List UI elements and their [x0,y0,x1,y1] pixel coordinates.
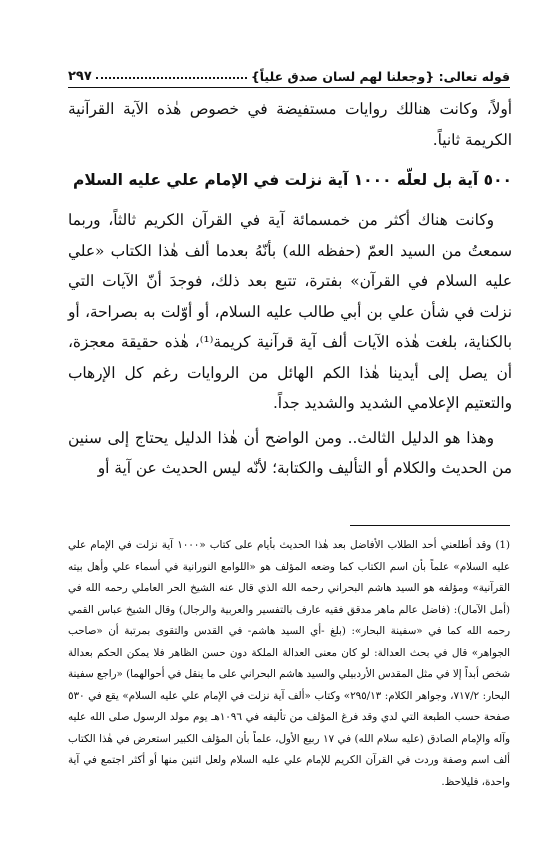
section-heading: ٥٠٠ آية بل لعلّه ١٠٠٠ آية نزلت في الإمام علي عليه السلام [72,171,512,189]
paragraph-2: وكانت هناك أكثر من خمسمائة آية في القرآن الكريم ثالثاً، وربما سمعتُ من السيد العمّ (حفظه الله) بأنّهُ بعدما ألف هٰذا الكتاب «علي عليه السلام في القرآن» بفترة، تتبع بعد ذلك، فوجدَ أنّ الآيات التي نزلت في شأن علي بن أبي طالب عليه السلام، أو أوّلت به بصراحة، أو بالكناية، بلغت هٰذه الآيات ألف آية قرآنية كريمة⁽¹⁾، هٰذه حقيقة معجزة، أن يصل إلى أيدينا هٰذا الكم الهائل من الروايات رغم كل الإرهاب والتعتيم الإعلامي الشديد والشديد جداً. [68,211,512,412]
main-text [68,94,512,484]
footnote-separator [350,525,510,526]
header-title: قوله تعالى: {وجعلنا لهم لسان صدق علياً} [250,69,510,84]
running-header [68,62,510,84]
page-number: ٢٩٧ [68,69,92,84]
header-rule [68,87,510,88]
header-leader-dots [96,77,247,79]
paragraph-1: أولاً، وكانت هنالك روايات مستفيضة في خصوص هٰذه الآية القرآنية الكريمة ثانياً. [68,100,512,149]
footnote-1: (1) وقد أطلعني أحد الطلاب الأفاضل بعد هٰذا الحديث بأيام على كتاب «١٠٠٠ آية نزلت في الإمام علي عليه السلام» علماً بأن اسم الكتاب كما وضعه المؤلف هو «اللوامع النورانية في أسماء علي وأهل بيته القرآنية» ومؤلفه هو السيد هاشم البحراني رحمه الله الذي قال عنه الشيخ الحر العاملي رحمه الله في (أمل الآمال): (فاضل عالم ماهر مدقق فقيه عارف بالتفسير والعربية والرجال) وقال الشيخ عباس القمي رحمه الله كما في «سفينة البحار»: (بلغ -أي السيد هاشم- في القدس والتقوى بمرتبة أن «صاحب الجواهر» قال في بحث العدالة: لو كان معنى العدالة الملكة دون حسن الظاهر فلا يمكن الحكم بعدالة شخص أبداً إلا في مثل المقدس الأردبيلي والسيد هاشم البحراني على ما ينقل في أحوالهما) «راجع سفينة البحار: ٧١٧/٢، وجواهر الكلام: ٢٩٥/١٣» وكتاب «ألف آية نزلت في الإمام علي عليه السلام» يقع في ٥٣٠ صفحة حسب الطبعة التي لدي وقد فرغ المؤلف من تأليفه في ١٠٩٦هـ يوم مولد الرسول صلى الله عليه وآله والإمام الصادق (عليه سلام الله) في ١٧ ربيع الأول، علماً بأن المؤلف الكبير استعرض في هٰذا الكتاب ألف اسم وصفة وردت في القرآن الكريم للإمام علي عليه السلام ولعل اثنين منها أو أكثر اجتمع في آية واحدة، فليلاحظ. [68,539,510,788]
paragraph-3: وهذا هو الدليل الثالث.. ومن الواضح أن هٰذا الدليل يحتاج إلى سنين من الحديث والكلام أو التأليف والكتابة؛ لأنّه ليس الحديث عن آية أو [68,428,512,477]
footnotes [68,535,510,793]
